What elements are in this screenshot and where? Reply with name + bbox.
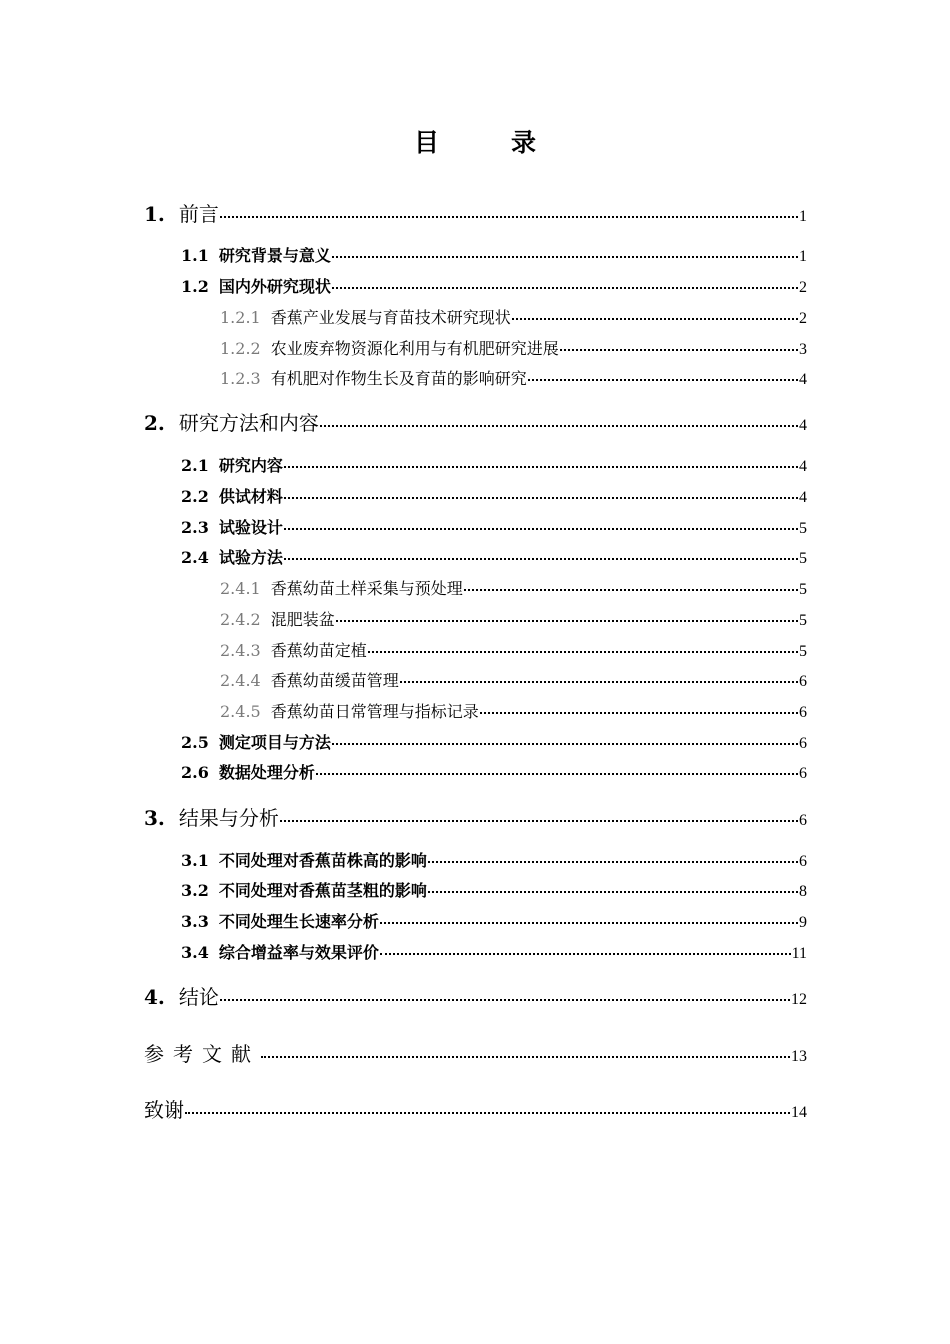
toc-leader-dots	[380, 922, 798, 924]
toc-entry-1[interactable]	[144, 198, 807, 227]
toc-entry-number: 2.4.4	[220, 671, 261, 690]
toc-entry-number: 1.2	[181, 277, 209, 296]
toc-entry-label: 结论	[178, 985, 219, 1009]
toc-leader-dots	[428, 861, 798, 863]
toc-entry-number: 2.	[144, 411, 165, 435]
toc-leader-dots	[220, 999, 790, 1001]
toc-entry-label: 香蕉幼苗缓苗管理	[270, 671, 399, 690]
toc-entry-2-1[interactable]	[181, 453, 807, 476]
toc-entry-page: 14	[791, 1104, 807, 1121]
toc-leader-dots	[261, 1056, 790, 1058]
toc-entry-number: 3.3	[181, 912, 209, 931]
toc-entry-label: 不同处理生长速率分析	[218, 912, 379, 931]
toc-leader-dots	[528, 379, 798, 381]
toc-entry-label: 参考文献	[144, 1042, 260, 1066]
toc-entry-label: 研究背景与意义	[218, 246, 331, 265]
toc-entry-3-2[interactable]	[181, 878, 807, 901]
toc-entry-page: 3	[799, 341, 807, 358]
toc-entry-number: 2.4	[181, 548, 209, 567]
toc-entry-4[interactable]	[144, 981, 807, 1010]
toc-entry-page: 5	[799, 581, 807, 598]
toc-leader-dots	[280, 820, 798, 822]
toc-entry-page: 12	[791, 991, 807, 1008]
toc-entry-page: 5	[799, 520, 807, 537]
toc-leader-dots	[320, 425, 798, 427]
toc-leader-dots	[512, 318, 798, 320]
toc-entry-label: 香蕉产业发展与育苗技术研究现状	[270, 308, 511, 327]
toc-entry-label: 致谢	[144, 1098, 184, 1122]
toc-entry-page: 6	[799, 812, 807, 829]
toc-leader-dots	[284, 497, 798, 499]
toc-entry-label: 香蕉幼苗日常管理与指标记录	[270, 702, 479, 721]
toc-entry-number: 3.	[144, 806, 165, 830]
toc-entry-2-5[interactable]	[181, 730, 807, 753]
toc-entry-number: 1.	[144, 202, 165, 226]
toc-entry-2-3[interactable]	[181, 515, 807, 538]
toc-entry-page: 8	[799, 883, 807, 900]
toc-entry-2-4-2[interactable]	[220, 607, 807, 630]
toc-leader-dots	[480, 712, 798, 714]
toc-entry-number: 1.1	[181, 246, 209, 265]
toc-entry-number: 3.2	[181, 881, 209, 900]
toc-entry-label: 国内外研究现状	[218, 277, 331, 296]
toc-entry-number: 2.4.2	[220, 610, 261, 629]
toc-entry-3-3[interactable]	[181, 909, 807, 932]
toc-leader-dots	[428, 891, 798, 893]
toc-entry-page: 6	[799, 735, 807, 752]
toc-entry-page: 1	[799, 248, 807, 265]
toc-entry-number: 2.4.1	[220, 579, 261, 598]
toc-entry-acknowledgements[interactable]	[144, 1094, 807, 1123]
toc-entry-label: 农业废弃物资源化利用与有机肥研究进展	[270, 339, 559, 358]
toc-entry-label: 测定项目与方法	[218, 733, 331, 752]
toc-entry-3-4[interactable]	[181, 940, 807, 963]
toc-entry-number: 2.6	[181, 763, 209, 782]
toc-entry-label: 香蕉幼苗定植	[270, 641, 367, 660]
toc-title-char1: 目	[413, 128, 439, 157]
toc-entry-label: 有机肥对作物生长及育苗的影响研究	[270, 369, 527, 388]
toc-entry-page: 4	[799, 458, 807, 475]
toc-entry-label: 混肥装盆	[270, 610, 335, 629]
toc-entry-page: 4	[799, 489, 807, 506]
toc-entry-label: 供试材料	[218, 487, 283, 506]
toc-entry-label: 结果与分析	[178, 806, 279, 830]
toc-entry-2-2[interactable]	[181, 484, 807, 507]
toc-entry-page: 13	[791, 1048, 807, 1065]
toc-entry-label: 前言	[178, 202, 219, 226]
toc-entry-number: 2.4.3	[220, 641, 261, 660]
toc-entry-page: 5	[799, 643, 807, 660]
toc-leader-dots	[336, 620, 798, 622]
toc-leader-dots	[464, 589, 798, 591]
toc-entry-number: 1.2.1	[220, 308, 261, 327]
toc-entry-2-4-5[interactable]	[220, 699, 807, 722]
toc-entry-label: 研究内容	[218, 456, 283, 475]
toc-entry-number: 1.2.2	[220, 339, 261, 358]
toc-entry-references[interactable]	[144, 1038, 807, 1067]
toc-entry-3-1[interactable]	[181, 848, 807, 871]
toc-leader-dots	[380, 953, 791, 955]
toc-entry-label: 香蕉幼苗土样采集与预处理	[270, 579, 463, 598]
toc-entry-2-4-3[interactable]	[220, 638, 807, 661]
toc-entry-1-2-2[interactable]	[220, 336, 807, 359]
toc-leader-dots	[400, 681, 798, 683]
toc-entry-label: 不同处理对香蕉苗株高的影响	[218, 851, 427, 870]
toc-leader-dots	[185, 1112, 790, 1114]
toc-leader-dots	[284, 466, 798, 468]
toc-entry-page: 6	[799, 765, 807, 782]
toc-entry-page: 1	[799, 208, 807, 225]
toc-entry-page: 9	[799, 914, 807, 931]
toc-entry-page: 6	[799, 704, 807, 721]
toc-entry-number: 2.5	[181, 733, 209, 752]
toc-entry-number: 2.1	[181, 456, 209, 475]
toc-title	[0, 123, 950, 159]
toc-entry-2[interactable]	[144, 407, 807, 436]
toc-entry-1-2-3[interactable]	[220, 366, 807, 389]
toc-entry-1-2[interactable]	[181, 274, 807, 297]
toc-entry-number: 2.3	[181, 518, 209, 537]
toc-entry-3[interactable]	[144, 802, 807, 831]
toc-entry-number: 1.2.3	[220, 369, 261, 388]
toc-entry-1-2-1[interactable]	[220, 305, 807, 328]
toc-leader-dots	[560, 349, 798, 351]
toc-entry-page: 2	[799, 279, 807, 296]
toc-entry-label: 数据处理分析	[218, 763, 315, 782]
toc-leader-dots	[220, 216, 798, 218]
toc-entry-label: 研究方法和内容	[178, 411, 319, 435]
toc-entry-page: 11	[791, 945, 807, 962]
toc-entry-number: 3.4	[181, 943, 209, 962]
toc-entry-label: 综合增益率与效果评价	[218, 943, 379, 962]
toc-entry-page: 5	[799, 612, 807, 629]
toc-leader-dots	[368, 651, 798, 653]
toc-leader-dots	[316, 773, 798, 775]
toc-leader-dots	[284, 558, 798, 560]
toc-entry-label: 不同处理对香蕉苗茎粗的影响	[218, 881, 427, 900]
toc-entry-2-4-4[interactable]	[220, 668, 807, 691]
toc-entry-page: 4	[799, 417, 807, 434]
toc-entry-2-4-1[interactable]	[220, 576, 807, 599]
toc-entry-page: 5	[799, 550, 807, 567]
toc-entry-1-1[interactable]	[181, 243, 807, 266]
toc-leader-dots	[332, 256, 798, 258]
toc-entry-label: 试验方法	[218, 548, 283, 567]
toc-leader-dots	[332, 743, 798, 745]
toc-entry-page: 6	[799, 853, 807, 870]
toc-entry-number: 2.4.5	[220, 702, 261, 721]
toc-entry-page: 2	[799, 310, 807, 327]
toc-entry-page: 6	[799, 673, 807, 690]
toc-entry-number: 3.1	[181, 851, 209, 870]
toc-entry-2-6[interactable]	[181, 760, 807, 783]
toc-leader-dots	[332, 287, 798, 289]
toc-entry-page: 4	[799, 371, 807, 388]
toc-leader-dots	[284, 528, 798, 530]
toc-title-char2: 录	[511, 128, 537, 157]
toc-entry-label: 试验设计	[218, 518, 283, 537]
toc-entry-number: 4.	[144, 985, 165, 1009]
toc-entry-2-4[interactable]	[181, 545, 807, 568]
toc-entry-number: 2.2	[181, 487, 209, 506]
